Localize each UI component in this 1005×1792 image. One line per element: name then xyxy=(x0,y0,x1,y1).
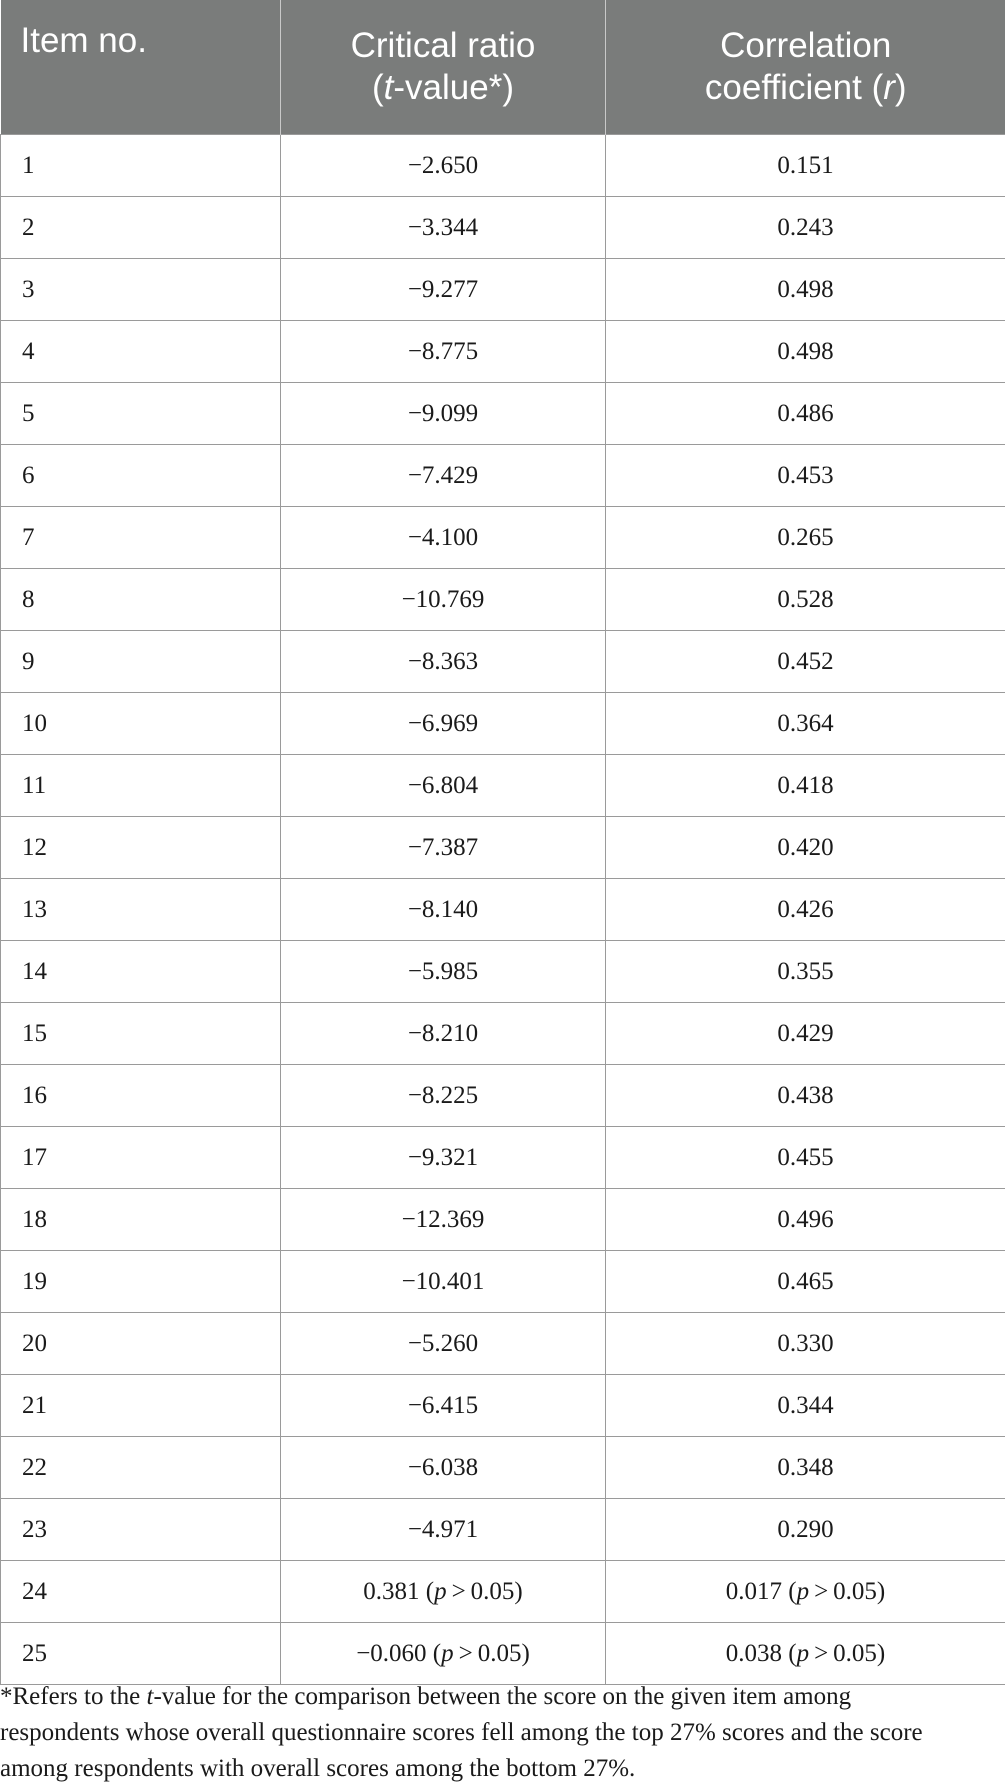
p-condition: > 0.05) xyxy=(453,1639,530,1667)
critical-ratio-cell: −10.769 xyxy=(281,569,606,631)
header-correlation-suffix: ) xyxy=(894,68,907,107)
correlation-cell xyxy=(606,1561,1005,1623)
p-condition: > 0.05) xyxy=(809,1639,886,1667)
item-number-cell: 19 xyxy=(1,1251,281,1313)
footnote-text: respondents whose overall questionnaire scores fell among the top 27% scores and the score xyxy=(0,1719,923,1746)
table-row xyxy=(1,1499,1005,1561)
table-row xyxy=(1,569,1005,631)
header-critical-ratio-paren: ( xyxy=(372,68,384,107)
correlation-cell: 0.452 xyxy=(606,631,1005,693)
correlation-cell: 0.348 xyxy=(606,1437,1005,1499)
p-open: ( xyxy=(426,1639,442,1667)
p-open: ( xyxy=(781,1639,797,1667)
item-number-cell: 16 xyxy=(1,1065,281,1127)
item-number-cell: 3 xyxy=(1,259,281,321)
table-row xyxy=(1,383,1005,445)
critical-ratio-cell: −7.429 xyxy=(281,445,606,507)
correlation-cell xyxy=(606,1623,1005,1685)
header-item-no xyxy=(1,0,281,135)
critical-ratio-cell: −2.650 xyxy=(281,135,606,197)
table-row xyxy=(1,445,1005,507)
header-t-italic: t xyxy=(383,68,394,107)
correlation-cell: 0.486 xyxy=(606,383,1005,445)
header-critical-ratio-line1: Critical ratio xyxy=(350,26,536,65)
item-number-cell: 9 xyxy=(1,631,281,693)
header-item-no-label: Item no. xyxy=(20,21,147,60)
critical-ratio-cell xyxy=(281,1561,606,1623)
critical-ratio-cell: −4.100 xyxy=(281,507,606,569)
item-number-cell: 4 xyxy=(1,321,281,383)
correlation-cell: 0.418 xyxy=(606,755,1005,817)
correlation-cell: 0.344 xyxy=(606,1375,1005,1437)
table-row xyxy=(1,1065,1005,1127)
table-row xyxy=(1,755,1005,817)
table-row xyxy=(1,879,1005,941)
item-number-cell: 2 xyxy=(1,197,281,259)
cell-value: −0.060 xyxy=(356,1639,427,1667)
p-italic: p xyxy=(434,1577,447,1605)
critical-ratio-cell: −5.260 xyxy=(281,1313,606,1375)
critical-ratio-cell: −8.140 xyxy=(281,879,606,941)
p-italic: p xyxy=(796,1639,810,1667)
table-row xyxy=(1,631,1005,693)
correlation-cell: 0.498 xyxy=(606,259,1005,321)
item-number-cell: 5 xyxy=(1,383,281,445)
critical-ratio-cell: −5.985 xyxy=(281,941,606,1003)
header-critical-ratio-suffix: -value*) xyxy=(393,68,514,107)
footnote-text: *Refers to the xyxy=(0,1683,147,1710)
item-number-cell: 21 xyxy=(1,1375,281,1437)
correlation-cell: 0.455 xyxy=(606,1127,1005,1189)
correlation-cell: 0.330 xyxy=(606,1313,1005,1375)
header-correlation-line2: coefficient ( xyxy=(704,68,884,107)
table-row xyxy=(1,817,1005,879)
correlation-cell: 0.265 xyxy=(606,507,1005,569)
item-number-cell: 6 xyxy=(1,445,281,507)
item-number-cell: 8 xyxy=(1,569,281,631)
critical-ratio-cell: −12.369 xyxy=(281,1189,606,1251)
correlation-cell: 0.453 xyxy=(606,445,1005,507)
critical-ratio-cell: −4.971 xyxy=(281,1499,606,1561)
table-row xyxy=(1,1251,1005,1313)
table-row xyxy=(1,507,1005,569)
table-row xyxy=(1,1623,1005,1685)
p-condition: > 0.05) xyxy=(446,1577,523,1605)
item-number-cell: 24 xyxy=(1,1561,281,1623)
table-row xyxy=(1,1313,1005,1375)
critical-ratio-cell: −8.210 xyxy=(281,1003,606,1065)
correlation-cell: 0.364 xyxy=(606,693,1005,755)
correlation-cell: 0.465 xyxy=(606,1251,1005,1313)
item-number-cell: 10 xyxy=(1,693,281,755)
footnote-text: among respondents with overall scores among the bottom 27%. xyxy=(0,1755,636,1782)
header-r-italic: r xyxy=(883,68,895,107)
footnote-t-italic: t xyxy=(146,1683,154,1710)
correlation-cell: 0.528 xyxy=(606,569,1005,631)
header-critical-ratio xyxy=(281,0,606,135)
item-number-cell: 17 xyxy=(1,1127,281,1189)
item-number-cell: 12 xyxy=(1,817,281,879)
table-row xyxy=(1,1437,1005,1499)
critical-ratio-cell: −6.969 xyxy=(281,693,606,755)
item-number-cell: 25 xyxy=(1,1623,281,1685)
critical-ratio-cell xyxy=(281,1623,606,1685)
table-row xyxy=(1,1127,1005,1189)
item-number-cell: 22 xyxy=(1,1437,281,1499)
item-number-cell: 18 xyxy=(1,1189,281,1251)
p-italic: p xyxy=(796,1577,810,1605)
cell-value: 0.017 xyxy=(725,1577,782,1605)
correlation-cell: 0.243 xyxy=(606,197,1005,259)
critical-ratio-cell: −7.387 xyxy=(281,817,606,879)
correlation-cell: 0.290 xyxy=(606,1499,1005,1561)
table-row xyxy=(1,1561,1005,1623)
table-footnote xyxy=(0,1679,1000,1787)
item-number-cell: 11 xyxy=(1,755,281,817)
p-italic: p xyxy=(441,1639,454,1667)
table-row xyxy=(1,1003,1005,1065)
critical-ratio-cell: −10.401 xyxy=(281,1251,606,1313)
correlation-cell: 0.496 xyxy=(606,1189,1005,1251)
cell-value: 0.038 xyxy=(725,1639,782,1667)
critical-ratio-cell: −3.344 xyxy=(281,197,606,259)
p-open: ( xyxy=(419,1577,435,1605)
table-row xyxy=(1,941,1005,1003)
table-row xyxy=(1,321,1005,383)
critical-ratio-cell: −6.804 xyxy=(281,755,606,817)
critical-ratio-cell: −9.321 xyxy=(281,1127,606,1189)
item-number-cell: 15 xyxy=(1,1003,281,1065)
table-row xyxy=(1,135,1005,197)
critical-ratio-cell: −6.038 xyxy=(281,1437,606,1499)
footnote-text: -value for the comparison between the score on the given item among xyxy=(153,1683,852,1710)
table-header xyxy=(1,0,1005,135)
correlation-cell: 0.426 xyxy=(606,879,1005,941)
critical-ratio-cell: −8.775 xyxy=(281,321,606,383)
table-row xyxy=(1,1375,1005,1437)
table-row xyxy=(1,1189,1005,1251)
table-row xyxy=(1,693,1005,755)
header-row xyxy=(1,0,1005,135)
item-number-cell: 14 xyxy=(1,941,281,1003)
table-row xyxy=(1,259,1005,321)
critical-ratio-cell: −8.225 xyxy=(281,1065,606,1127)
critical-ratio-cell: −6.415 xyxy=(281,1375,606,1437)
item-number-cell: 13 xyxy=(1,879,281,941)
critical-ratio-cell: −8.363 xyxy=(281,631,606,693)
correlation-cell: 0.355 xyxy=(606,941,1005,1003)
correlation-cell: 0.438 xyxy=(606,1065,1005,1127)
header-correlation-line1: Correlation xyxy=(720,26,892,65)
correlation-cell: 0.429 xyxy=(606,1003,1005,1065)
header-correlation xyxy=(606,0,1005,135)
table-row xyxy=(1,197,1005,259)
cell-value: 0.381 xyxy=(363,1577,420,1605)
p-open: ( xyxy=(781,1577,797,1605)
correlation-cell: 0.151 xyxy=(606,135,1005,197)
critical-ratio-cell: −9.277 xyxy=(281,259,606,321)
item-number-cell: 20 xyxy=(1,1313,281,1375)
p-condition: > 0.05) xyxy=(809,1577,886,1605)
item-number-cell: 7 xyxy=(1,507,281,569)
critical-ratio-cell: −9.099 xyxy=(281,383,606,445)
correlation-cell: 0.420 xyxy=(606,817,1005,879)
item-number-cell: 23 xyxy=(1,1499,281,1561)
item-number-cell: 1 xyxy=(1,135,281,197)
table-body xyxy=(1,135,1005,1685)
correlation-cell: 0.498 xyxy=(606,321,1005,383)
